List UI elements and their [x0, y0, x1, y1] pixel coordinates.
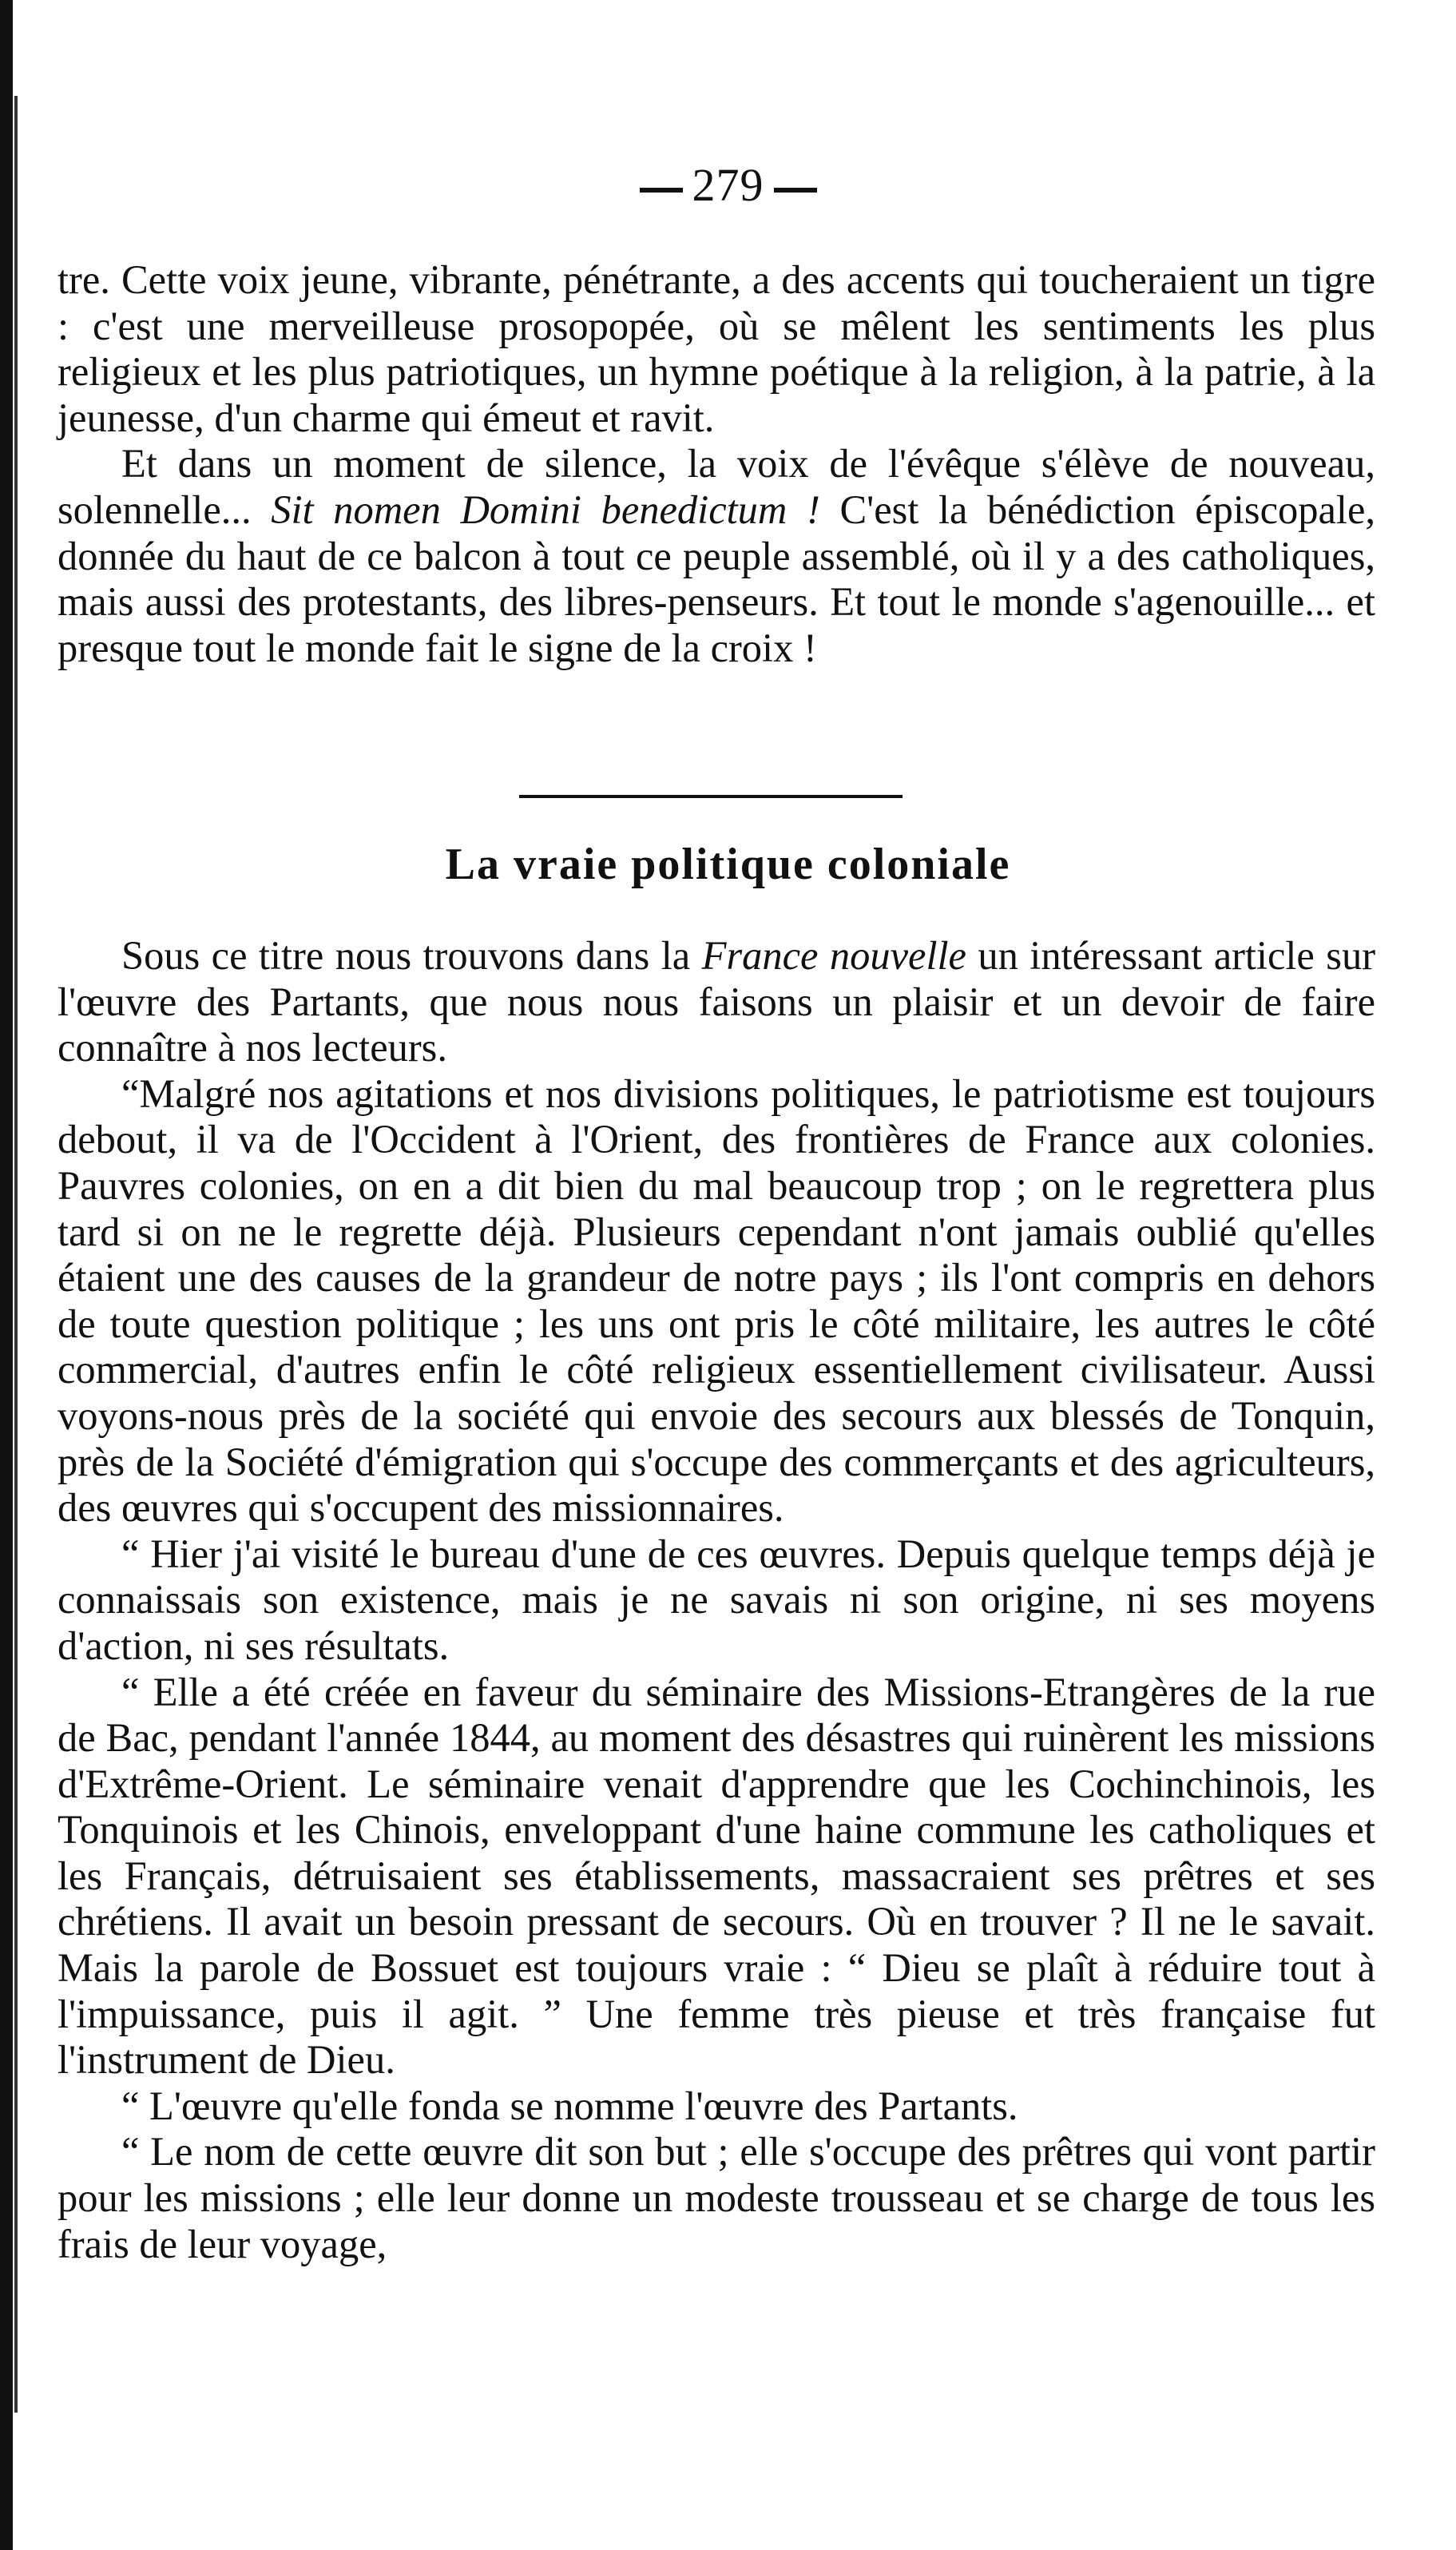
article-title: La vraie politique coloniale — [445, 840, 1011, 889]
intro-paragraph-1: tre. Cette voix jeune, vibrante, pénétrante, a des accents qui toucheraient un tigre : c'est une merveilleuse prosopopée, où se mêlent les sentiments les plus religieux et les plus patriotiques, un hymne poétique à la religion, à la patrie, à la jeunesse, d'un charme qui émeut et ravit. — [58, 257, 1375, 440]
intro-text — [58, 257, 1375, 671]
intro-paragraph-2-start: Et dans un moment de silence, la voix de l'évêque s'élève de nouveau, solennelle... — [58, 441, 1375, 532]
section-divider — [519, 795, 903, 798]
intro-paragraph-2-end: C'est la bénédiction épiscopale, donnée du haut de ce balcon à tout ce peuple assemblé, où il y a des catholiques, mais aussi des protestants, des libres-penseurs. Et tout le monde s'agenouille... et presque tout le monde fait le signe de la croix ! — [58, 487, 1375, 670]
page-number-dash-left — [640, 188, 683, 193]
page-number — [0, 158, 1456, 212]
article-body — [58, 933, 1375, 2267]
article-paragraph-1-start: Sous ce titre nous trouvons dans la — [121, 933, 702, 978]
page-number-dash-right — [774, 188, 817, 193]
page-number-value: 279 — [692, 159, 764, 211]
latin-blessing: Sit nomen Domini benedictum ! — [271, 487, 820, 532]
page-binding-shadow — [14, 96, 18, 2413]
article-paragraph-2: “Malgré nos agitations et nos divisions politiques, le patriotisme est toujours debout, il va de l'Occident à l'Orient, des frontières de France aux colonies. Pauvres colonies, on en a dit bien du mal beaucoup trop ; on le regrettera plus tard si on ne le regrette déjà. Plusieurs cependant n'ont jamais oublié qu'elles étaient une des causes de la grandeur de notre pays ; ils l'ont compris en dehors de toute question politique ; les uns ont pris le côté militaire, les autres le côté commercial, d'autres enfin le côté religieux essentiellement civilisateur. Aussi voyons-nous près de la société qui envoie des secours aux blessés de Tonquin, près de la Société d'émigration qui s'occupe des commerçants et des agriculteurs, des œuvres qui s'occupent des missionnaires. — [58, 1070, 1375, 1531]
article-paragraph-4: “ Elle a été créée en faveur du séminaire des Missions-Etrangères de la rue de Bac, pendant l'année 1844, au moment des désastres qui ruinèrent les missions d'Extrême-Orient. Le séminaire venait d'apprendre que les Cochinchinois, les Tonquinois et les Chinois, enveloppant d'une haine commune les catholiques et les Français, détruisaient ses établissements, massacraient ses prêtres et ses chrétiens. Il avait un besoin pressant de secours. Où en trouver ? Il ne le savait. Mais la parole de Bossuet est toujours vraie : “ Dieu se plaît à réduire tout à l'impuissance, puis il agit. ” Une femme très pieuse et très française fut l'instrument de Dieu. — [58, 1669, 1375, 2083]
article-paragraph-6: “ Le nom de cette œuvre dit son but ; elle s'occupe des prêtres qui vont partir pour les missions ; elle leur donne un modeste trousseau et se charge de tous les frais de leur voyage, — [58, 2129, 1375, 2266]
article-paragraph-5: “ L'œuvre qu'elle fonda se nomme l'œuvre des Partants. — [121, 2083, 1018, 2128]
page-binding-edge — [0, 0, 13, 2550]
newspaper-title: France nouvelle — [701, 933, 966, 978]
intro-paragraph-2 — [58, 441, 1375, 671]
article-paragraph-1 — [58, 933, 1375, 1071]
article-paragraph-1-end: un intéressant article sur l'œuvre des Partants, que nous nous faisons un plaisir et un devoir de faire connaître à nos lecteurs. — [58, 933, 1376, 1070]
article-paragraph-3: “ Hier j'ai visité le bureau d'une de ces œuvres. Depuis quelque temps déjà je connaissais son existence, mais je ne savais ni son origine, ni ses moyens d'action, ni ses résultats. — [58, 1531, 1375, 1668]
